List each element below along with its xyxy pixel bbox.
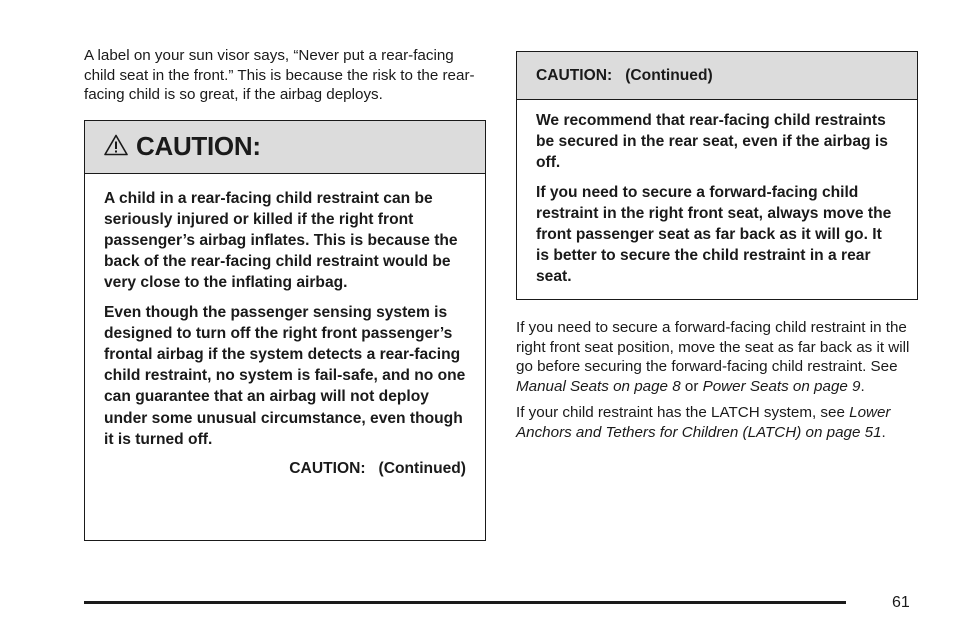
caution-continued-box [516, 51, 918, 300]
latch-link[interactable]: Lower Anchors and Tethers for Children (LATCH) on page 51 [516, 404, 891, 441]
intro-paragraph: A label on your sun visor says, “Never put a rear-facing child seat in the front.” This is because the risk to the rear-facing child is so great, if the airbag deploys. [84, 47, 475, 103]
caution-box [84, 120, 486, 541]
caution-continued-label: CAUTION: (Continued) [289, 459, 466, 477]
left-column [84, 46, 486, 541]
latch-text: If your child restraint has the LATCH system, see [516, 404, 850, 421]
page-number: 61 [892, 594, 910, 611]
power-seats-link[interactable]: Power Seats on page 9 [702, 377, 861, 395]
instructions-paragraph-2 [516, 403, 918, 442]
period: . [881, 423, 886, 441]
caution-continued-paragraph-1: We recommend that rear-facing child restraints be secured in the rear seat, even if the airbag is off. [536, 112, 888, 172]
period: . [860, 377, 865, 395]
caution-paragraph-1: A child in a rear-facing child restraint can be seriously injured or killed if the right front passenger’s airbag inflates. This is because the back of the rear-facing child restraint would be very close to the inflating airbag. [104, 189, 458, 292]
instructions-text: If you need to secure a forward-facing child restraint in the right front seat position, move the seat as far back as it will go before securing the forward-facing child restraint. See [516, 319, 910, 375]
caution-paragraph-2: Even though the passenger sensing system is designed to turn off the right front passenger’s frontal airbag if the system detects a rear-facing child restraint, no system is fail-safe, and no one can guarantee that an airbag will not deploy under some unusual circumstance, even though it is turned off. [104, 303, 466, 448]
caution-title: CAUTION: [136, 131, 261, 161]
caution-continued-paragraph-2: If you need to secure a forward-facing child restraint in the right front seat, always move the front passenger seat as far back as it will go. It is better to secure the child restraint in a rear seat. [536, 183, 892, 286]
warning-triangle-icon [104, 134, 128, 156]
caution-header [85, 121, 485, 174]
or-text: or [680, 377, 703, 395]
manual-seats-link[interactable]: Manual Seats on page 8 [516, 377, 681, 395]
instructions-paragraph-1 [516, 318, 918, 396]
caution-continued-body [517, 100, 917, 288]
right-column [516, 51, 918, 449]
caution-body [85, 174, 485, 478]
caution-continued-header: CAUTION: (Continued) [517, 52, 917, 100]
footer-rule [84, 601, 846, 604]
instructions-section [516, 318, 918, 442]
